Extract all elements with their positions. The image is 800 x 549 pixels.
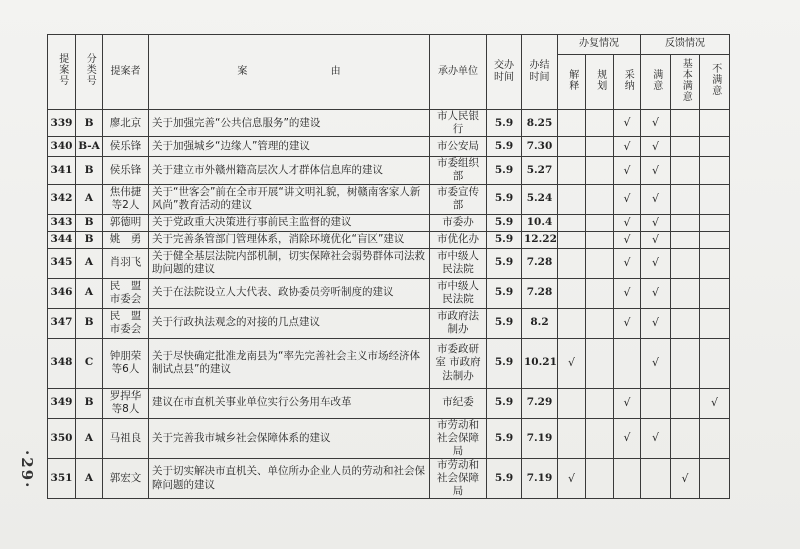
- row-id: 349: [48, 388, 76, 418]
- row-title: 关于“世客会”前在全市开展“讲文明礼貌，树赣南客家人新风尚”教育活动的建议: [149, 184, 430, 214]
- row-basic-satisfied-cell: [671, 308, 700, 338]
- row-satisfied-cell: √: [641, 214, 671, 231]
- row-plan-cell: [586, 458, 614, 498]
- row-assign-time: 5.9: [487, 418, 522, 458]
- row-explain-cell: [558, 248, 586, 278]
- header-case: 案 由: [149, 35, 430, 110]
- row-id: 339: [48, 110, 76, 137]
- row-satisfied-cell: √: [641, 418, 671, 458]
- row-title: 建议在市直机关事业单位实行公务用车改革: [149, 388, 430, 418]
- row-explain-cell: [558, 184, 586, 214]
- row-finish-time: 8.2: [522, 308, 558, 338]
- row-proposer: 民 盟市委会: [103, 308, 149, 338]
- row-plan-cell: [586, 214, 614, 231]
- header-category: 分类号: [76, 35, 103, 110]
- row-title: 关于建立市外赣州籍高层次人才群体信息库的建议: [149, 157, 430, 184]
- header-proposer: 提案者: [103, 35, 149, 110]
- row-unsatisfied-cell: √: [700, 388, 730, 418]
- row-basic-satisfied-cell: [671, 248, 700, 278]
- row-unit: 市委宣传部: [430, 184, 487, 214]
- row-category: B: [76, 231, 103, 248]
- row-adopt-cell: √: [614, 248, 641, 278]
- table-row: [48, 110, 730, 137]
- table-row: [48, 388, 730, 418]
- row-title: 关于加强城乡“边缘人”管理的建议: [149, 137, 430, 157]
- row-unsatisfied-cell: [700, 214, 730, 231]
- row-proposer: 焦伟捷等2人: [103, 184, 149, 214]
- row-unsatisfied-cell: [700, 157, 730, 184]
- row-assign-time: 5.9: [487, 458, 522, 498]
- table-row: [48, 157, 730, 184]
- table-row: [48, 308, 730, 338]
- row-id: 340: [48, 137, 76, 157]
- header-plan: 规划: [586, 55, 614, 110]
- header-basic-satisfied: 基本满意: [671, 55, 700, 110]
- row-plan-cell: [586, 388, 614, 418]
- row-satisfied-cell: [641, 388, 671, 418]
- row-explain-cell: [558, 231, 586, 248]
- row-unsatisfied-cell: [700, 418, 730, 458]
- row-explain-cell: [558, 308, 586, 338]
- row-assign-time: 5.9: [487, 338, 522, 388]
- table-row: [48, 458, 730, 498]
- row-unit: 市委组织部: [430, 157, 487, 184]
- row-unit: 市人民银行: [430, 110, 487, 137]
- row-explain-cell: √: [558, 458, 586, 498]
- row-plan-cell: [586, 157, 614, 184]
- row-title: 关于完善条管部门管理体系，消除环境优化“盲区”建议: [149, 231, 430, 248]
- row-proposer: 姚 勇: [103, 231, 149, 248]
- row-title: 关于行政执法观念的对接的几点建议: [149, 308, 430, 338]
- row-adopt-cell: √: [614, 278, 641, 308]
- row-adopt-cell: √: [614, 231, 641, 248]
- row-id: 348: [48, 338, 76, 388]
- row-category: B: [76, 110, 103, 137]
- row-finish-time: 7.28: [522, 278, 558, 308]
- row-proposer: 肖羽飞: [103, 248, 149, 278]
- table-row: [48, 184, 730, 214]
- row-adopt-cell: √: [614, 388, 641, 418]
- row-category: B: [76, 157, 103, 184]
- row-title: 关于在法院设立人大代表、政协委员旁听制度的建议: [149, 278, 430, 308]
- row-unit: 市委办: [430, 214, 487, 231]
- row-unsatisfied-cell: [700, 308, 730, 338]
- row-assign-time: 5.9: [487, 110, 522, 137]
- row-proposer: 廖北京: [103, 110, 149, 137]
- row-title: 关于尽快确定批准龙南县为“率先完善社会主义市场经济体制试点县”的建议: [149, 338, 430, 388]
- row-basic-satisfied-cell: [671, 137, 700, 157]
- header-reply-group: 办复情况: [558, 35, 641, 55]
- table-row: [48, 278, 730, 308]
- row-assign-time: 5.9: [487, 184, 522, 214]
- row-assign-time: 5.9: [487, 157, 522, 184]
- row-satisfied-cell: √: [641, 248, 671, 278]
- row-plan-cell: [586, 278, 614, 308]
- row-category: B: [76, 308, 103, 338]
- row-basic-satisfied-cell: [671, 338, 700, 388]
- row-assign-time: 5.9: [487, 231, 522, 248]
- row-satisfied-cell: √: [641, 338, 671, 388]
- row-basic-satisfied-cell: [671, 214, 700, 231]
- row-explain-cell: [558, 137, 586, 157]
- row-finish-time: 5.24: [522, 184, 558, 214]
- row-title: 关于完善我市城乡社会保障体系的建议: [149, 418, 430, 458]
- row-unit: 市纪委: [430, 388, 487, 418]
- table-row: [48, 338, 730, 388]
- row-adopt-cell: [614, 458, 641, 498]
- row-unit: 市劳动和社会保障局: [430, 418, 487, 458]
- row-proposer: 罗捍华等8人: [103, 388, 149, 418]
- row-unsatisfied-cell: [700, 248, 730, 278]
- row-basic-satisfied-cell: [671, 157, 700, 184]
- row-assign-time: 5.9: [487, 214, 522, 231]
- row-plan-cell: [586, 137, 614, 157]
- row-explain-cell: √: [558, 338, 586, 388]
- row-unsatisfied-cell: [700, 458, 730, 498]
- table-row: [48, 248, 730, 278]
- row-unsatisfied-cell: [700, 338, 730, 388]
- header-adopt: 采纳: [614, 55, 641, 110]
- row-plan-cell: [586, 308, 614, 338]
- header-explain: 解释: [558, 55, 586, 110]
- header-satisfied: 满意: [641, 55, 671, 110]
- row-id: 346: [48, 278, 76, 308]
- row-finish-time: 7.19: [522, 458, 558, 498]
- row-plan-cell: [586, 110, 614, 137]
- row-satisfied-cell: √: [641, 308, 671, 338]
- row-unit: 市中级人民法院: [430, 248, 487, 278]
- row-category: A: [76, 248, 103, 278]
- row-explain-cell: [558, 110, 586, 137]
- row-basic-satisfied-cell: [671, 278, 700, 308]
- row-adopt-cell: √: [614, 418, 641, 458]
- header-id: 提案号: [48, 35, 76, 110]
- row-id: 351: [48, 458, 76, 498]
- row-adopt-cell: [614, 338, 641, 388]
- row-category: A: [76, 418, 103, 458]
- row-satisfied-cell: [641, 458, 671, 498]
- page-number: ·29·: [18, 450, 36, 490]
- row-explain-cell: [558, 388, 586, 418]
- row-category: A: [76, 278, 103, 308]
- row-adopt-cell: √: [614, 137, 641, 157]
- row-adopt-cell: √: [614, 184, 641, 214]
- row-assign-time: 5.9: [487, 137, 522, 157]
- row-proposer: 民 盟市委会: [103, 278, 149, 308]
- row-id: 350: [48, 418, 76, 458]
- row-proposer: 马祖良: [103, 418, 149, 458]
- row-explain-cell: [558, 278, 586, 308]
- row-proposer: 侯乐锋: [103, 137, 149, 157]
- row-basic-satisfied-cell: [671, 231, 700, 248]
- row-category: B: [76, 214, 103, 231]
- row-unsatisfied-cell: [700, 137, 730, 157]
- row-finish-time: 10.4: [522, 214, 558, 231]
- row-satisfied-cell: √: [641, 184, 671, 214]
- row-plan-cell: [586, 418, 614, 458]
- row-satisfied-cell: √: [641, 110, 671, 137]
- row-explain-cell: [558, 418, 586, 458]
- table-row: [48, 231, 730, 248]
- header-feedback-group: 反馈情况: [641, 35, 730, 55]
- row-adopt-cell: √: [614, 110, 641, 137]
- row-title: 关于切实解决市直机关、单位所办企业人员的劳动和社会保障问题的建议: [149, 458, 430, 498]
- row-finish-time: 7.19: [522, 418, 558, 458]
- row-satisfied-cell: √: [641, 231, 671, 248]
- row-basic-satisfied-cell: [671, 184, 700, 214]
- row-category: A: [76, 458, 103, 498]
- proposal-table: [47, 34, 730, 499]
- row-satisfied-cell: √: [641, 278, 671, 308]
- row-proposer: 侯乐锋: [103, 157, 149, 184]
- row-adopt-cell: √: [614, 214, 641, 231]
- table-row: [48, 214, 730, 231]
- row-title: 关于健全基层法院内部机制，切实保障社会弱势群体司法救助问题的建议: [149, 248, 430, 278]
- row-plan-cell: [586, 248, 614, 278]
- row-assign-time: 5.9: [487, 278, 522, 308]
- row-category: B: [76, 388, 103, 418]
- row-finish-time: 7.29: [522, 388, 558, 418]
- row-finish-time: 12.22: [522, 231, 558, 248]
- row-satisfied-cell: √: [641, 137, 671, 157]
- row-adopt-cell: √: [614, 308, 641, 338]
- row-basic-satisfied-cell: √: [671, 458, 700, 498]
- row-assign-time: 5.9: [487, 308, 522, 338]
- row-category: B-A: [76, 137, 103, 157]
- row-plan-cell: [586, 184, 614, 214]
- row-id: 345: [48, 248, 76, 278]
- row-proposer: 郭宏文: [103, 458, 149, 498]
- row-proposer: 郭德明: [103, 214, 149, 231]
- row-finish-time: 7.28: [522, 248, 558, 278]
- header-assign-time: 交办时间: [487, 35, 522, 110]
- row-unit: 市政府法制办: [430, 308, 487, 338]
- row-unsatisfied-cell: [700, 278, 730, 308]
- row-unit: 市优化办: [430, 231, 487, 248]
- row-explain-cell: [558, 214, 586, 231]
- row-finish-time: 10.21: [522, 338, 558, 388]
- row-unsatisfied-cell: [700, 184, 730, 214]
- row-title: 关于党政重大决策进行事前民主监督的建议: [149, 214, 430, 231]
- row-proposer: 钟朋荣等6人: [103, 338, 149, 388]
- row-id: 347: [48, 308, 76, 338]
- table-row: [48, 418, 730, 458]
- row-id: 341: [48, 157, 76, 184]
- row-explain-cell: [558, 157, 586, 184]
- row-unit: 市中级人民法院: [430, 278, 487, 308]
- header-finish-time: 办结时间: [522, 35, 558, 110]
- header-unit: 承办单位: [430, 35, 487, 110]
- row-category: A: [76, 184, 103, 214]
- row-basic-satisfied-cell: [671, 388, 700, 418]
- header-unsatisfied: 不满意: [700, 55, 730, 110]
- row-unsatisfied-cell: [700, 110, 730, 137]
- row-satisfied-cell: √: [641, 157, 671, 184]
- row-basic-satisfied-cell: [671, 110, 700, 137]
- row-id: 342: [48, 184, 76, 214]
- row-plan-cell: [586, 231, 614, 248]
- row-unit: 市委政研室 市政府法制办: [430, 338, 487, 388]
- row-unit: 市公安局: [430, 137, 487, 157]
- row-unit: 市劳动和社会保障局: [430, 458, 487, 498]
- row-id: 343: [48, 214, 76, 231]
- row-title: 关于加强完善“公共信息服务”的建设: [149, 110, 430, 137]
- row-unsatisfied-cell: [700, 231, 730, 248]
- row-finish-time: 7.30: [522, 137, 558, 157]
- row-assign-time: 5.9: [487, 388, 522, 418]
- table-row: [48, 137, 730, 157]
- row-plan-cell: [586, 338, 614, 388]
- row-category: C: [76, 338, 103, 388]
- row-finish-time: 8.25: [522, 110, 558, 137]
- row-id: 344: [48, 231, 76, 248]
- row-basic-satisfied-cell: [671, 418, 700, 458]
- row-assign-time: 5.9: [487, 248, 522, 278]
- row-adopt-cell: √: [614, 157, 641, 184]
- row-finish-time: 5.27: [522, 157, 558, 184]
